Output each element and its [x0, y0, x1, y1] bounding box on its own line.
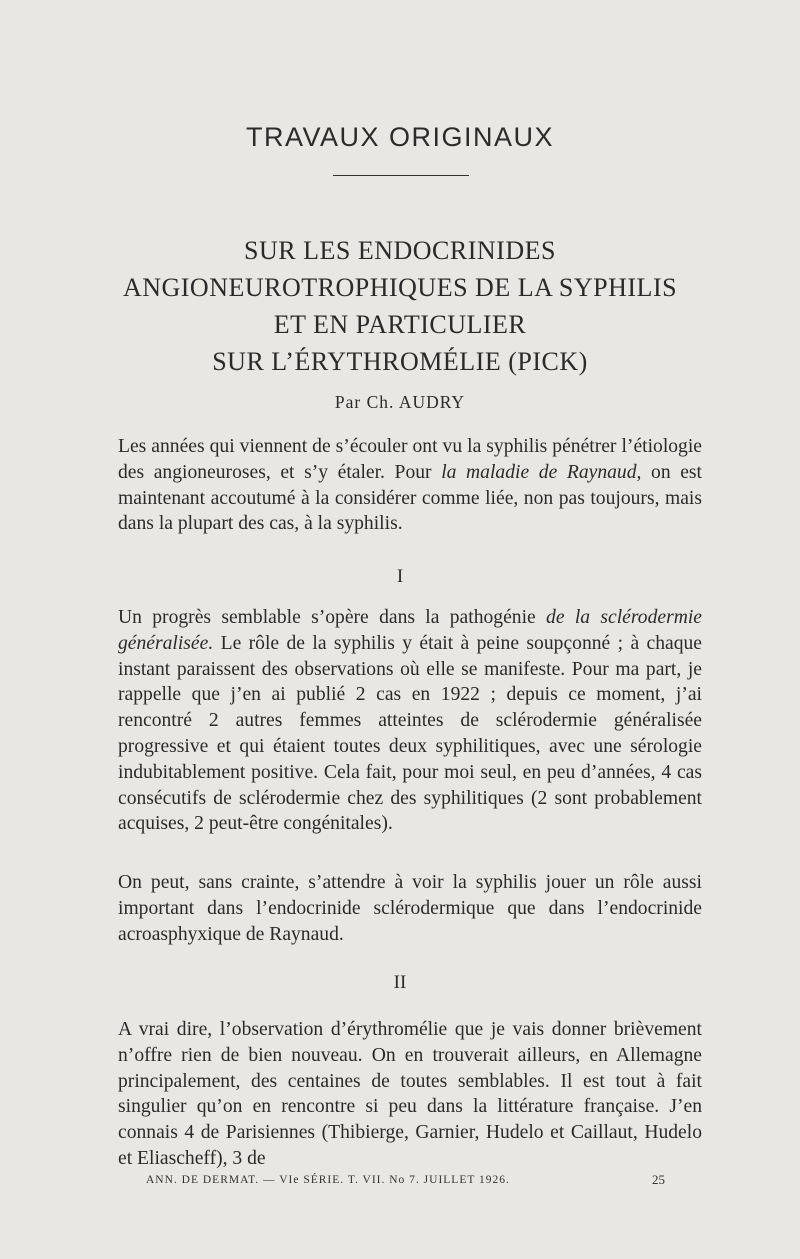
- footer-journal-info: ANN. DE DERMAT. — VIe SÉRIE. T. VII. No 7. JUILLET 1926.: [146, 1174, 510, 1186]
- p1-text-b: on est maintenant accoutumé à la considérer comme liée, non pas toujours, mais dans la plupart des cas, à la syphilis.: [118, 461, 702, 535]
- title-line-2: ANGIONEUROTROPHIQUES DE LA SYPHILIS: [122, 273, 678, 302]
- paragraph-1: [118, 434, 702, 537]
- section-heading: TRAVAUX ORIGINAUX: [245, 122, 555, 152]
- section-numeral-1: I: [396, 566, 404, 587]
- title-line-3: ET EN PARTICULIER: [273, 310, 527, 339]
- heading-rule: [333, 175, 469, 176]
- paragraph-2: [118, 605, 702, 837]
- p2-text-a: Un progrès semblable s’opère dans la pathogénie: [118, 607, 547, 628]
- p1-text-a: Les années qui viennent de s’écouler ont vu la syphilis pénétrer l’étiologie des angioneuroses, et s’y étaler. Pour: [118, 436, 702, 483]
- p2-italic: de la sclérodermie généralisée.: [118, 607, 702, 654]
- paragraph-4: [118, 1017, 702, 1172]
- p1-italic: la maladie de Raynaud,: [441, 461, 642, 483]
- author-line: Par Ch. AUDRY: [334, 392, 466, 412]
- section-numeral-2: II: [393, 972, 407, 993]
- p4-text: A vrai dire, l’observation d’érythromélie que je vais donner brièvement n’offre rien de bien nouveau. On en trouverait ailleurs, en Allemagne principalement, des centaines de toutes semblables. Il est tout à fait singulier qu’on en rencontre si peu dans la littérature française. J’en connais 4 de Parisiennes (Thibierge, Garnier, Hudelo et Caillaut, Hudelo et Eliascheff), 3 de: [118, 1019, 702, 1169]
- title-line-4: SUR L’ÉRYTHROMÉLIE (PICK): [212, 347, 588, 376]
- p2-text-b: Le rôle de la syphilis y était à peine soupçonné ; à chaque instant paraissent des observations où elle se manifeste. Pour ma part, je rappelle que j’en ai publié 2 cas en 1922 ; depuis ce moment, j’ai rencontré 2 autres femmes atteintes de sclérodermie généralisée progressive et qui étaient toutes deux syphilitiques, avec une sérologie indubitablement positive. Cela fait, pour moi seul, en peu d’années, 4 cas consécutifs de sclérodermie chez des syphilitiques (2 sont probablement acquises, 2 peut-être congénitales).: [118, 632, 702, 835]
- article-title: [0, 232, 800, 380]
- paragraph-3: [118, 870, 702, 947]
- footer-page-number: 25: [652, 1172, 665, 1187]
- p3-text: On peut, sans crainte, s’attendre à voir la syphilis jouer un rôle aussi important dans l’endocrinide sclérodermique que dans l’endocrinide acroasphyxique de Raynaud.: [118, 872, 702, 945]
- title-line-1: SUR LES ENDOCRINIDES: [244, 236, 556, 265]
